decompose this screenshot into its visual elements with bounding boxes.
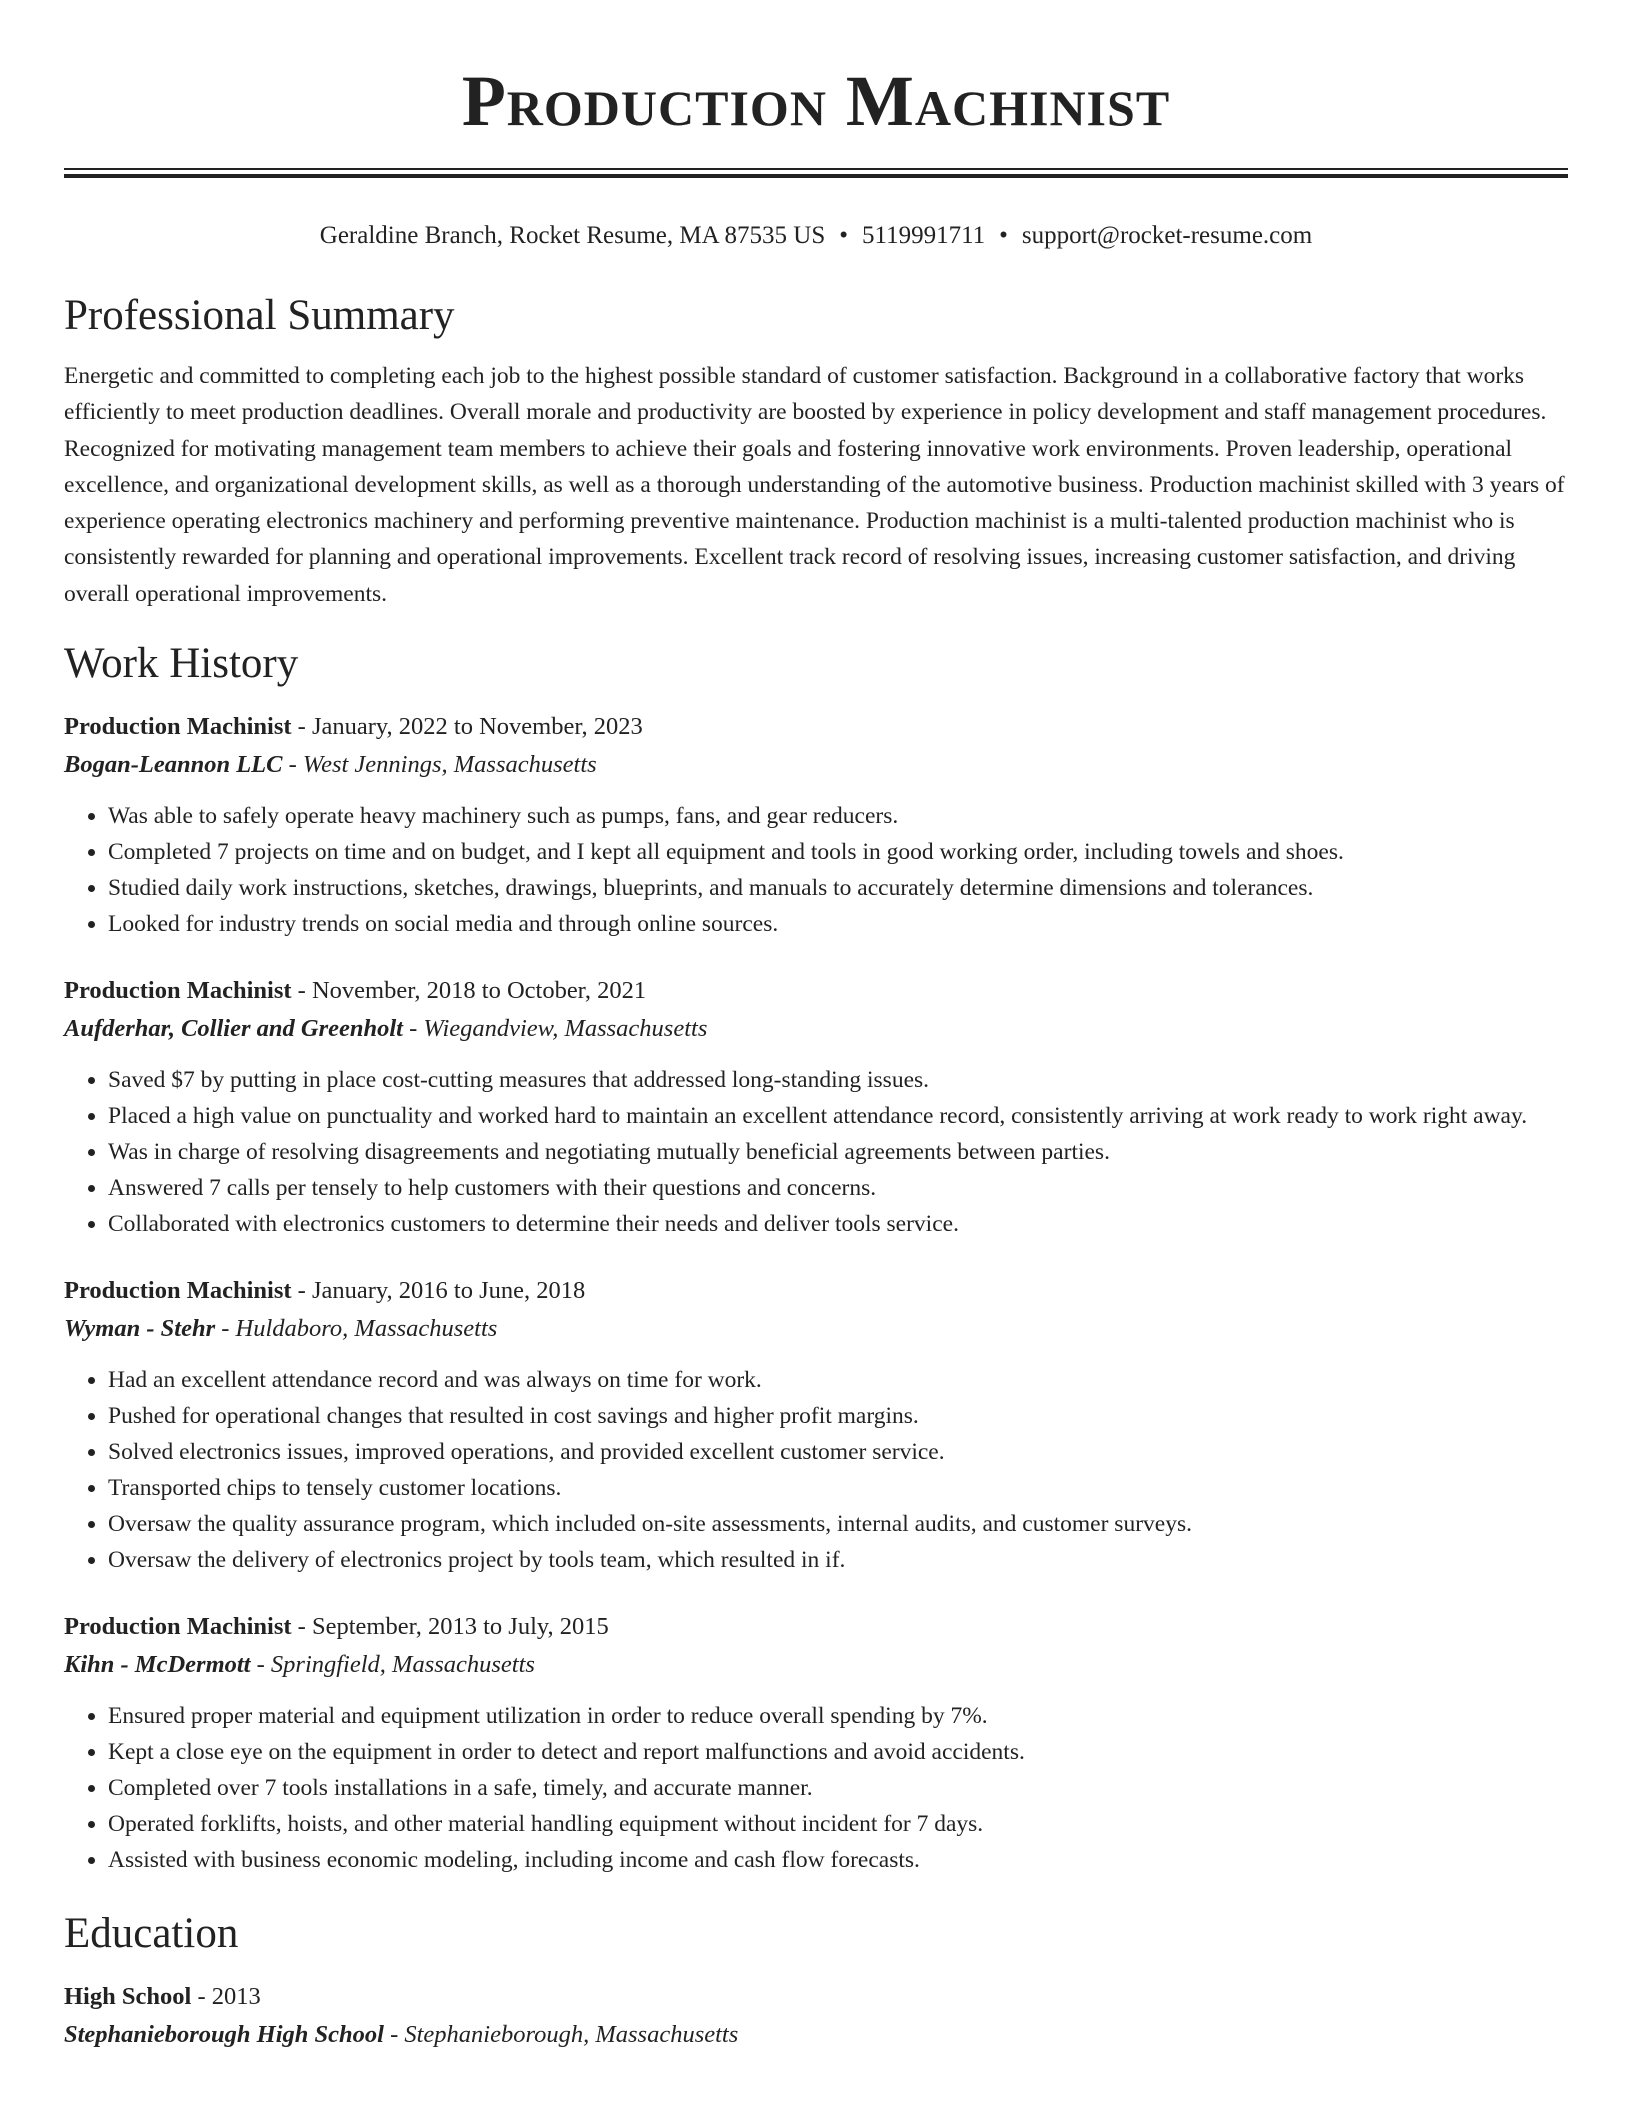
- job-bullet: • Was able to safely operate heavy machinery such as pumps, fans, and gear reducers.: [108, 798, 1568, 834]
- divider-thick-line: [64, 174, 1568, 178]
- summary-text: Energetic and committed to completing each job to the highest possible standard of customer satisfaction. Background in a collaborative factory that works efficiently to meet production deadlines. Overall morale and productivity are boosted by experience in policy development and staff management procedures. Recognized for motivating management team members to achieve their goals and fostering innovative work environments. Proven leadership, operational excellence, and organizational development skills, as well as a thorough understanding of the automotive business. Production machinist skilled with 3 years of experience operating electronics machinery and performing preventive maintenance. Production machinist is a multi-talented production machinist who is consistently rewarded for planning and operational improvements. Excellent track record of resolving issues, increasing customer satisfaction, and driving overall operational improvements.: [64, 363, 1565, 607]
- divider-thin-line: [64, 168, 1568, 170]
- job-bullet: • Saved $7 by putting in place cost-cutting measures that addressed long-standing issues.: [108, 1062, 1568, 1098]
- degree-line: [64, 1978, 1568, 2016]
- job-bullet: • Pushed for operational changes that resulted in cost savings and higher profit margins.: [108, 1398, 1568, 1434]
- job-bullet: • Oversaw the delivery of electronics project by tools team, which resulted in if.: [108, 1542, 1568, 1578]
- contact-separator: •: [999, 222, 1008, 249]
- graduation-year: - 2013: [191, 1983, 261, 2011]
- job-bullet: • Looked for industry trends on social media and through online sources.: [108, 906, 1568, 942]
- job-bullets: [64, 1698, 1568, 1878]
- company-location: - Springfield, Massachusetts: [250, 1651, 535, 1679]
- job-title-line: [64, 972, 1568, 1010]
- job-dates: - September, 2013 to July, 2015: [291, 1613, 609, 1641]
- company-line: [64, 1010, 1568, 1048]
- resume-page: [64, 0, 1568, 2054]
- job-bullet: • Assisted with business economic modeling, including income and cash flow forecasts.: [108, 1842, 1568, 1878]
- company-line: [64, 1646, 1568, 1684]
- company-line: [64, 746, 1568, 784]
- school-name: Stephanieborough High School: [64, 2021, 384, 2049]
- job-bullet: • Oversaw the quality assurance program, which included on-site assessments, internal audits, and customer surveys.: [108, 1506, 1568, 1542]
- job-title-line: [64, 708, 1568, 746]
- job-bullets: [64, 798, 1568, 942]
- company-name: Kihn - McDermott: [64, 1651, 251, 1679]
- job-dates: - November, 2018 to October, 2021: [291, 977, 647, 1005]
- company-location: - West Jennings, Massachusetts: [282, 751, 597, 779]
- job-title: Production Machinist: [64, 1277, 292, 1305]
- job-bullet: • Was in charge of resolving disagreements and negotiating mutually beneficial agreements between parties.: [108, 1134, 1568, 1170]
- job-bullet: • Ensured proper material and equipment utilization in order to reduce overall spending by 7%.: [108, 1698, 1568, 1734]
- contact-address: Geraldine Branch, Rocket Resume, MA 87535 US: [319, 222, 826, 249]
- job-entry: [64, 1272, 1568, 1578]
- page-title: Production Machinist: [461, 61, 1171, 141]
- work-history-heading: Work History: [64, 640, 299, 688]
- school-location: - Stephanieborough, Massachusetts: [383, 2021, 739, 2049]
- job-bullets: [64, 1362, 1568, 1578]
- job-bullet: • Transported chips to tensely customer locations.: [108, 1470, 1568, 1506]
- degree-name: High School: [64, 1983, 192, 2011]
- company-name: Aufderhar, Collier and Greenholt: [64, 1015, 403, 1043]
- job-title-line: [64, 1608, 1568, 1646]
- job-title: Production Machinist: [64, 1613, 292, 1641]
- job-dates: - January, 2022 to November, 2023: [291, 713, 643, 741]
- company-line: [64, 1310, 1568, 1348]
- job-bullets: [64, 1062, 1568, 1242]
- job-bullet: • Studied daily work instructions, sketches, drawings, blueprints, and manuals to accurately determine dimensions and tolerances.: [108, 870, 1568, 906]
- job-bullet: • Had an excellent attendance record and was always on time for work.: [108, 1362, 1568, 1398]
- job-bullet: • Collaborated with electronics customers to determine their needs and deliver tools service.: [108, 1206, 1568, 1242]
- company-location: - Wiegandview, Massachusetts: [402, 1015, 708, 1043]
- summary-heading: Professional Summary: [64, 292, 455, 339]
- school-line: [64, 2016, 1568, 2054]
- contact-separator: •: [839, 222, 848, 249]
- job-title: Production Machinist: [64, 977, 292, 1005]
- contact-phone: 5119991711: [862, 222, 986, 249]
- title-divider: [64, 168, 1568, 180]
- job-entry: [64, 708, 1568, 942]
- job-bullet: • Placed a high value on punctuality and worked hard to maintain an excellent attendance record, consistently arriving at work ready to work right away.: [108, 1098, 1568, 1134]
- company-name: Bogan-Leannon LLC: [64, 751, 283, 779]
- job-bullet: • Kept a close eye on the equipment in order to detect and report malfunctions and avoid accidents.: [108, 1734, 1568, 1770]
- company-location: - Huldaboro, Massachusetts: [215, 1315, 498, 1343]
- company-name: Wyman - Stehr: [64, 1315, 216, 1343]
- work-history-list: [64, 708, 1568, 1878]
- job-bullet: • Completed over 7 tools installations in a safe, timely, and accurate manner.: [108, 1770, 1568, 1806]
- contact-email: support@rocket-resume.com: [1021, 222, 1313, 249]
- education-heading: Education: [64, 1910, 239, 1958]
- education-entry: [64, 1978, 1568, 2054]
- job-title: Production Machinist: [64, 713, 292, 741]
- job-title-line: [64, 1272, 1568, 1310]
- job-bullet: • Completed 7 projects on time and on budget, and I kept all equipment and tools in good working order, including towels and shoes.: [108, 834, 1568, 870]
- job-entry: [64, 972, 1568, 1242]
- job-bullet: • Operated forklifts, hoists, and other material handling equipment without incident for 7 days.: [108, 1806, 1568, 1842]
- job-dates: - January, 2016 to June, 2018: [291, 1277, 586, 1305]
- contact-line: [64, 216, 1568, 256]
- job-bullet: • Answered 7 calls per tensely to help customers with their questions and concerns.: [108, 1170, 1568, 1206]
- job-entry: [64, 1608, 1568, 1878]
- job-bullet: • Solved electronics issues, improved operations, and provided excellent customer service.: [108, 1434, 1568, 1470]
